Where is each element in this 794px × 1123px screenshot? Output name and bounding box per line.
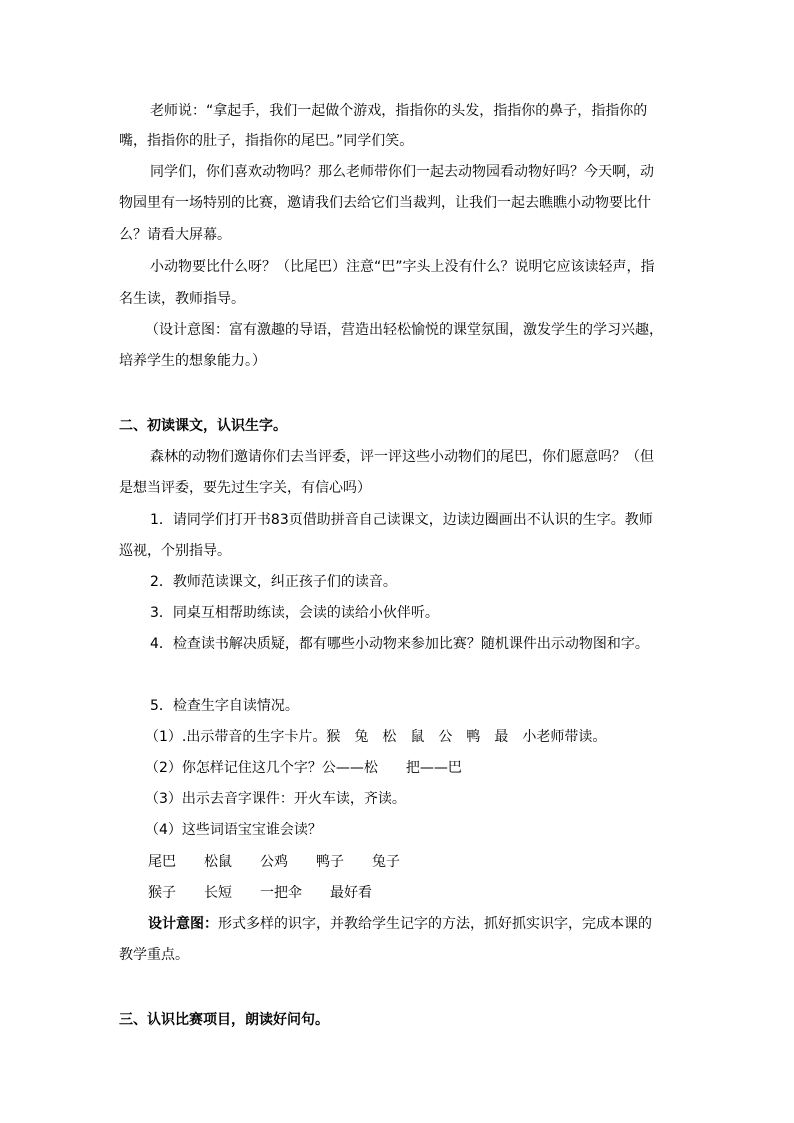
section-2-paragraph-line-2: 是想当评委，要先过生字关，有信心吗）	[119, 480, 371, 496]
section-2-paragraph-line-1: 森林的动物们邀请你们去当评委，评一评这些小动物们的尾巴，你们愿意吗？（但	[150, 449, 654, 465]
step-5-sub-3: （3）出示去音字课件：开火车读，齐读。	[145, 791, 406, 807]
word-list-row-2: 猴子 长短 一把伞 最好看	[148, 885, 372, 901]
design-intent-label: 设计意图：	[148, 916, 218, 932]
intro-paragraph-2-line-2: 物园里有一场特别的比赛，邀请我们去给它们当裁判，让我们一起去瞧瞧小动物要比什	[119, 195, 651, 211]
intro-design-note-line-1: （设计意图：富有激趣的导语，营造出轻松愉悦的课堂氛围，激发学生的学习兴趣，	[145, 322, 663, 338]
section-2-design-note-line-1	[148, 914, 652, 934]
intro-paragraph-1-line-2: 嘴，指指你的肚子，指指你的尾巴。”同学们笑。	[119, 133, 414, 149]
design-intent-text: 形式多样的识字，并教给学生记字的方法，抓好抓实识字，完成本课的	[218, 916, 652, 932]
section-2-heading: 二、初读课文，认识生字。	[119, 418, 287, 434]
step-5: 5．检查生字自读情况。	[150, 698, 299, 714]
intro-paragraph-1-line-1: 老师说：“拿起手，我们一起做个游戏，指指你的头发，指指你的鼻子，指指你的	[150, 103, 648, 119]
step-1-line-2: 巡视，个别指导。	[119, 543, 231, 559]
step-5-sub-1: （1）.出示带音的生字卡片。猴 兔 松 鼠 公 鸭 最 小老师带读。	[145, 729, 607, 745]
step-4: 4．检查读书解决质疑，都有哪些小动物来参加比赛？随机课件出示动物图和字。	[150, 636, 649, 652]
section-3-heading: 三、认识比赛项目，朗读好问句。	[119, 1012, 329, 1028]
word-list-row-1: 尾巴 松鼠 公鸡 鸭子 兔子	[148, 854, 400, 870]
intro-design-note-line-2: 培养学生的想象能力。）	[119, 353, 266, 369]
step-1-line-1: 1．请同学们打开书83页借助拼音自己读课文，边读边圈画出不认识的生字。教师	[150, 512, 653, 528]
step-5-sub-2: （2）你怎样记住这几个字？公——松 把——巴	[145, 760, 462, 776]
intro-paragraph-2-line-3: 么？请看大屏幕。	[119, 227, 231, 243]
section-2-design-note-line-2: 教学重点。	[119, 947, 189, 963]
step-5-sub-4: （4）这些词语宝宝谁会读？	[145, 822, 322, 838]
intro-paragraph-2-line-1: 同学们，你们喜欢动物吗？那么老师带你们一起去动物园看动物好吗？今天啊，动	[150, 164, 654, 180]
step-2: 2．教师范读课文，纠正孩子们的读音。	[150, 574, 397, 590]
step-3: 3．同桌互相帮助练读，会读的读给小伙伴听。	[150, 605, 439, 621]
intro-paragraph-3-line-1: 小动物要比什么呀？（比尾巴）注意“巴”字头上没有什么？说明它应该读轻声，指	[150, 259, 655, 275]
intro-paragraph-3-line-2: 名生读，教师指导。	[119, 291, 245, 307]
